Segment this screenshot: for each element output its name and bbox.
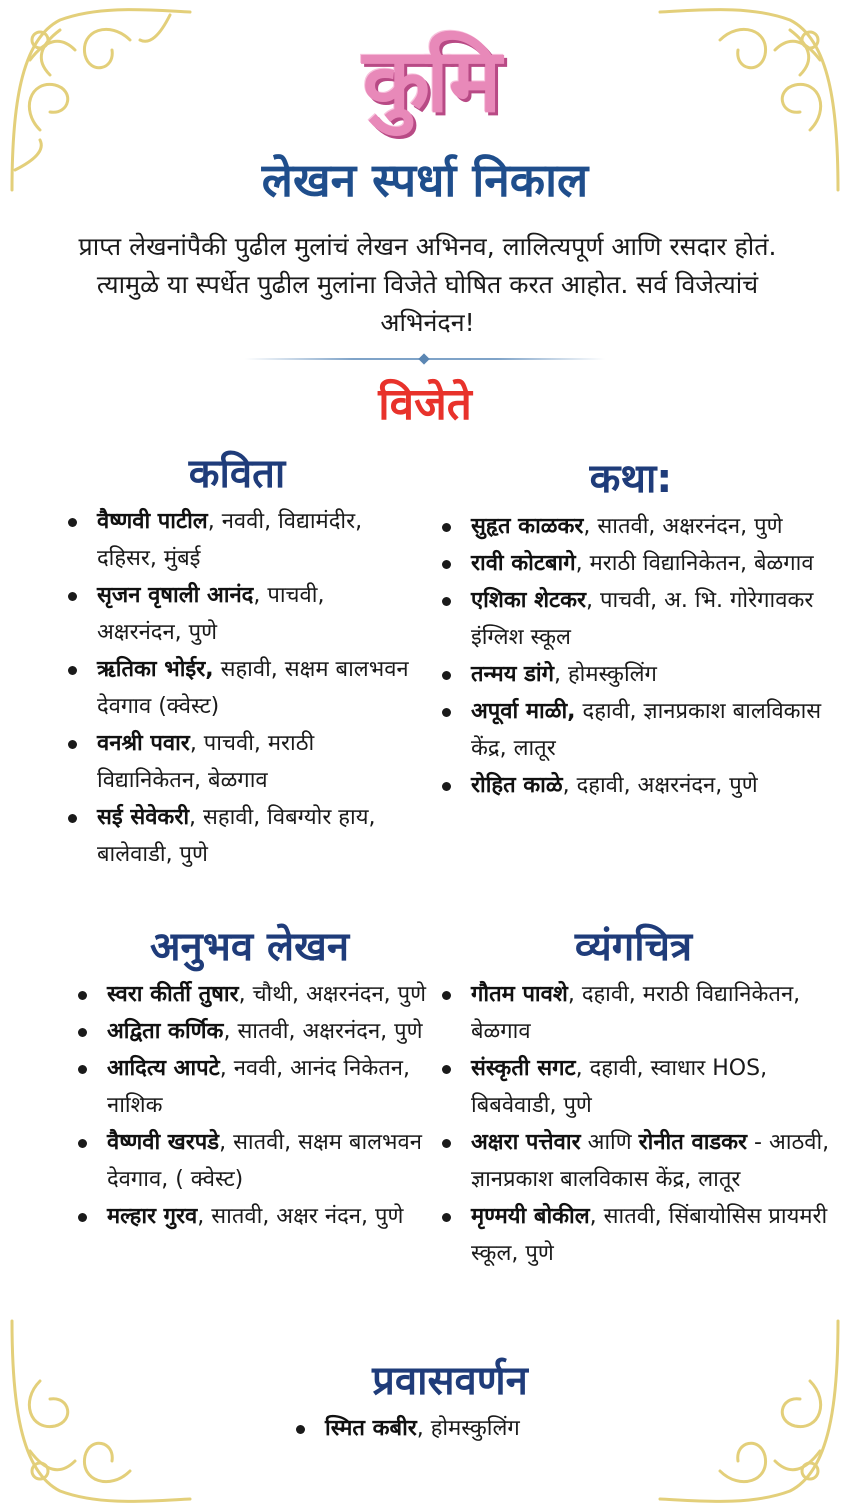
winner-details: , सातवी, सक्षम बालभवन देवगाव, ( क्वेस्ट)	[107, 1130, 422, 1192]
winner-list	[436, 508, 826, 804]
list-item	[436, 656, 826, 693]
winner-name: एशिका शेटकर	[471, 588, 587, 613]
winner-name: तन्मय डांगे	[471, 662, 554, 687]
winner-name: गौतम पावशे	[471, 982, 568, 1007]
list-item	[72, 1124, 427, 1198]
section-katha	[436, 450, 826, 804]
section-title: कथा:	[589, 456, 673, 502]
winner-name: सृजन वृषाली आनंद	[97, 583, 254, 608]
winner-details: , पाचवी, अक्षरनंदन, पुणे	[97, 583, 325, 645]
winner-details: , होमस्कुलिंग	[416, 1416, 520, 1441]
list-item	[72, 1013, 427, 1050]
winner-details: , दहावी, अक्षरनंदन, पुणे	[562, 773, 758, 798]
section-pravasvarnan	[290, 1352, 610, 1447]
list-item	[436, 582, 826, 656]
section-kavita	[62, 445, 412, 873]
list-item	[436, 508, 826, 545]
corner-ornament-bottom-left	[0, 1311, 200, 1511]
winner-list	[290, 1410, 610, 1447]
list-item	[436, 1198, 831, 1272]
winner-list	[72, 976, 427, 1235]
winner-name: वैष्णवी खरपडे	[107, 1130, 220, 1155]
list-item	[62, 503, 412, 577]
winner-details: , सातवी, अक्षर नंदन, पुणे	[197, 1204, 404, 1229]
intro-paragraph: प्राप्त लेखनांपैकी पुढील मुलांचं लेखन अभिनव, लालित्यपूर्ण आणि रसदार होतं. त्यामुळे या स्पर्धेत पुढील मुलांना विजेते घोषित करत आहोत. सर्व विजेत्यांचं अभिनंदन!	[78, 232, 777, 337]
winner-details: दहावी, ज्ञानप्रकाश बालविकास केंद्र, लातूर	[471, 699, 822, 761]
list-item	[436, 545, 826, 582]
magazine-logo: कुमि	[362, 28, 498, 132]
section-title: कविता	[188, 451, 286, 497]
section-vyangachitra	[436, 918, 831, 1272]
list-item	[72, 1050, 427, 1124]
list-item	[62, 725, 412, 799]
list-item	[72, 1198, 427, 1235]
winner-details: , सातवी, अक्षरनंदन, पुणे	[583, 514, 783, 539]
winner-name: रोहित काळे	[471, 773, 563, 798]
winner-details: , होमस्कुलिंग	[553, 662, 657, 687]
list-item	[436, 976, 831, 1050]
section-title: प्रवासवर्णन	[372, 1358, 528, 1404]
winner-details: , सातवी, अक्षरनंदन, पुणे	[223, 1019, 423, 1044]
winner-name: सई सेवेकरी	[97, 805, 190, 830]
list-item	[290, 1410, 610, 1447]
winner-name: वैष्णवी पाटील	[97, 509, 208, 534]
winner-details: , नववी, विद्यामंदीर, दहिसर, मुंबई	[97, 509, 363, 571]
list-item	[72, 976, 427, 1013]
winner-name: वनश्री पवार	[97, 731, 190, 756]
winner-name: स्वरा कीर्ती तुषार	[107, 982, 239, 1007]
list-item	[62, 799, 412, 873]
winner-list	[436, 976, 831, 1272]
winner-details: , दहावी, स्वाधार HOS, बिबवेवाडी, पुणे	[471, 1056, 768, 1118]
section-title: व्यंगचित्र	[574, 924, 693, 970]
corner-ornament-bottom-right	[650, 1311, 850, 1511]
winner-details: , चौथी, अक्षरनंदन, पुणे	[238, 982, 427, 1007]
list-item	[436, 1050, 831, 1124]
winner-name: ऋतिका भोईर,	[97, 657, 214, 682]
section-anubhav-lekhan	[72, 918, 427, 1235]
winner-details: , दहावी, मराठी विद्यानिकेतन, बेळगाव	[471, 982, 801, 1044]
winner-details: - आठवी, ज्ञानप्रकाश बालविकास केंद्र, लातूर	[471, 1130, 830, 1192]
list-item	[62, 651, 412, 725]
list-item	[436, 693, 826, 767]
winner-details: , सहावी, विबग्योर हाय, बालेवाडी, पुणे	[97, 805, 376, 867]
winners-heading: विजेते	[378, 379, 472, 430]
divider	[245, 358, 605, 360]
winner-name: आदित्य आपटे	[107, 1056, 220, 1081]
winner-details: , मराठी विद्यानिकेतन, बेळगाव	[575, 551, 814, 576]
list-item	[62, 577, 412, 651]
winner-name: सुहृत काळकर	[471, 514, 584, 539]
winner-details: , सातवी, सिंबायोसिस प्रायमरी स्कूल, पुणे	[471, 1204, 828, 1266]
winner-name: मल्हार गुरव	[107, 1204, 198, 1229]
winner-list	[62, 503, 412, 873]
winner-name: रोनीत वाडकर	[638, 1130, 748, 1155]
winner-details: , नववी, आनंद निकेतन, नाशिक	[107, 1056, 410, 1118]
section-title: अनुभव लेखन	[149, 924, 350, 970]
winner-joiner: आणि	[580, 1130, 639, 1155]
winner-name: रावी कोटबागे	[471, 551, 576, 576]
list-item	[436, 1124, 831, 1198]
winner-details: सहावी, सक्षम बालभवन देवगाव (क्वेस्ट)	[97, 657, 409, 719]
page-title: लेखन स्पर्धा निकाल	[261, 153, 589, 207]
winner-name: अपूर्वा माळी,	[471, 699, 576, 724]
list-item	[436, 767, 826, 804]
winner-details: , पाचवी, अ. भि. गोरेगावकर इंग्लिश स्कूल	[471, 588, 814, 650]
winner-name: अद्विता कर्णिक	[107, 1019, 224, 1044]
winner-name: मृण्मयी बोकील	[471, 1204, 590, 1229]
winner-name: स्मित कबीर	[325, 1416, 417, 1441]
winner-details: , पाचवी, मराठी विद्यानिकेतन, बेळगाव	[97, 731, 315, 793]
winner-name: संस्कृती सगट	[471, 1056, 576, 1081]
winner-name: अक्षरा पत्तेवार	[471, 1130, 581, 1155]
